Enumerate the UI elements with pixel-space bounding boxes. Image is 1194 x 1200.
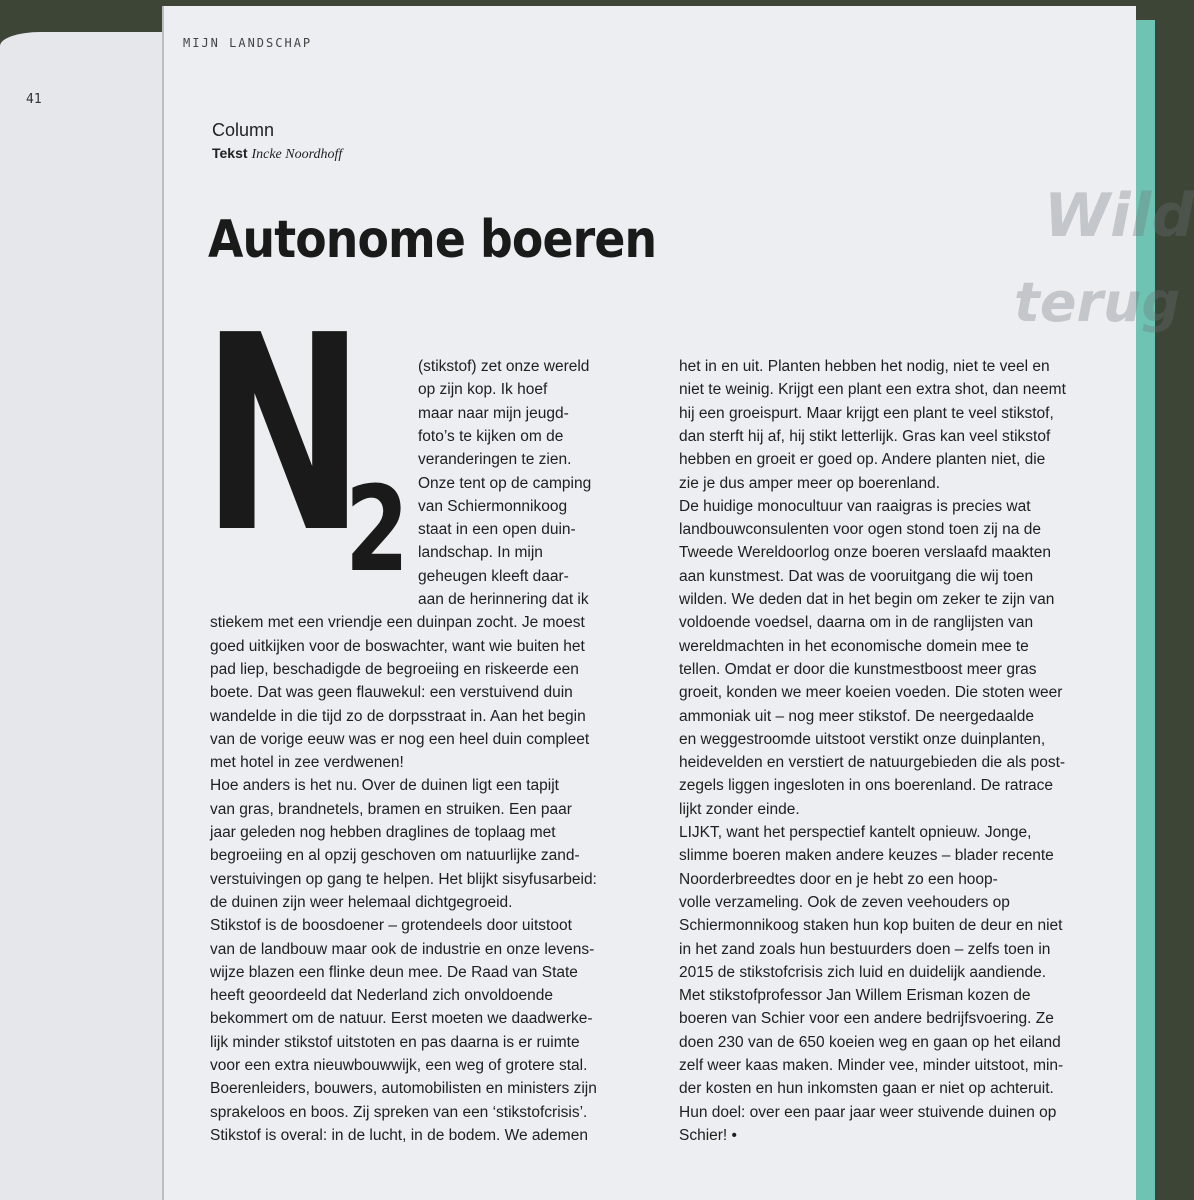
article-line: De huidige monocultuur van raaigras is precies wat bbox=[679, 497, 1031, 515]
article-line: zegels liggen ingesloten in ons boerenland. De ratrace bbox=[679, 777, 1053, 795]
article-line: staat in een open duin- bbox=[418, 521, 576, 539]
article-line: dan sterft hij af, hij stikt letterlijk. Gras kan veel stikstof bbox=[679, 427, 1051, 445]
article-line: voldoende voedsel, daarna om in de ranglijsten van bbox=[679, 614, 1034, 632]
show-through-text-2: terug bbox=[1014, 271, 1181, 334]
article-line: boeren van Schier voor een andere bedrijfsvoering. Ze bbox=[679, 1010, 1054, 1028]
article-line: aan de herinnering dat ik bbox=[418, 591, 589, 608]
article-line: wandelde in die tijd zo de dorpsstraat in. Aan het begin bbox=[210, 707, 586, 725]
article-line: in het zand zoals hun bestuurders doen – zelfs toen in bbox=[679, 940, 1051, 958]
byline-author: Incke Noordhoff bbox=[251, 147, 343, 162]
article-line: LIJKT, want het perspectief kantelt opnieuw. Jonge, bbox=[679, 824, 1032, 841]
article-line: voor een extra nieuwbouwwijk, een weg of grotere stal. bbox=[210, 1057, 588, 1074]
article-line: Onze tent op de camping bbox=[418, 474, 592, 492]
article-line: bekommert om de natuur. Eerst moeten we daadwerke- bbox=[210, 1010, 593, 1028]
article-line: ammoniak uit – nog meer stikstof. De neergedaalde bbox=[679, 707, 1034, 725]
article-line: en weggestroomde uitstoot verstikt onze duinplanten, bbox=[679, 730, 1046, 748]
drop-cap-subscript: 2 bbox=[345, 460, 410, 598]
article-line: geheugen kleeft daar- bbox=[418, 567, 569, 585]
article-line: maar naar mijn jeugd- bbox=[418, 404, 569, 422]
article-line: niet te weinig. Krijgt een plant een extra shot, dan neemt bbox=[679, 381, 1066, 399]
section-label: Column bbox=[212, 120, 275, 140]
article-line: met hotel in zee verdwenen! bbox=[210, 754, 404, 772]
article-line: zelf weer kaas maken. Minder vee, minder uitstoot, min- bbox=[679, 1057, 1064, 1074]
byline bbox=[212, 145, 342, 163]
article-line: wilden. We deden dat in het begin om zeker te zijn van bbox=[679, 591, 1055, 608]
article-line: Schier! • bbox=[679, 1126, 737, 1144]
article-line: Noorderbreedtes door en je hebt zo een hoop- bbox=[679, 870, 998, 888]
article-line: wijze blazen een flinke deun mee. De Raad van State bbox=[210, 963, 578, 981]
article-line: veranderingen te zien. bbox=[418, 451, 572, 469]
article-line: sprakeloos en boos. Zij spreken van een ‘stikstofcrisis’. bbox=[210, 1103, 588, 1121]
article-line: foto’s te kijken om de bbox=[418, 427, 564, 445]
article-line: zie je dus amper meer op boerenland. bbox=[679, 474, 941, 492]
article-line: boete. Dat was geen flauwekul: een verstuivend duin bbox=[210, 684, 573, 702]
article-line: het in en uit. Planten hebben het nodig, niet te veel en bbox=[679, 358, 1050, 375]
article-line: verstuivingen op gang te helpen. Het blijkt sisyfusarbeid: bbox=[210, 870, 597, 888]
article-line: de duinen zijn weer helemaal dichtgegroeid. bbox=[210, 893, 513, 911]
show-through-text-1: Wild bbox=[1044, 181, 1194, 251]
page-number: 41 bbox=[26, 92, 42, 107]
article-line: stiekem met een vriendje een duinpan zocht. Je moest bbox=[210, 614, 585, 632]
running-head: MIJN LANDSCHAP bbox=[183, 36, 313, 50]
article-line: op zijn kop. Ik hoef bbox=[418, 381, 548, 399]
article-line: Hun doel: over een paar jaar weer stuivende duinen op bbox=[679, 1103, 1057, 1121]
article-line: hebben en groeit er goed op. Andere planten niet, die bbox=[679, 451, 1046, 469]
article-line: der kosten en hun inkomsten gaan er niet op achteruit. bbox=[679, 1080, 1054, 1098]
article-line: heeft geoordeeld dat Nederland zich onvoldoende bbox=[210, 987, 553, 1005]
article-line: van de landbouw maar ook de industrie en onze levens- bbox=[210, 940, 595, 958]
article-line: Schiermonnikoog staken hun kop buiten de deur en niet bbox=[679, 917, 1063, 935]
article-line: doen 230 van de 650 koeien weg en gaan op het eiland bbox=[679, 1033, 1061, 1051]
article-line: Boerenleiders, bouwers, automobilisten en ministers zijn bbox=[210, 1080, 597, 1098]
article-line: hij een groeispurt. Maar krijgt een plant te veel stikstof, bbox=[679, 404, 1054, 422]
article-line: Met stikstofprofessor Jan Willem Erisman kozen de bbox=[679, 987, 1031, 1005]
article-line: Hoe anders is het nu. Over de duinen ligt een tapijt bbox=[210, 777, 559, 795]
headline: Autonome boeren bbox=[208, 210, 657, 270]
article-line: wereldmachten in het economische domein mee te bbox=[679, 637, 1029, 655]
article-line: lijkt zonder einde. bbox=[679, 800, 800, 818]
article-line: landschap. In mijn bbox=[418, 544, 543, 562]
article-line: begroeiing en al opzij geschoven om natuurlijke zand- bbox=[210, 847, 580, 865]
article-line: landbouwconsulenten voor ogen stond toen zij na de bbox=[679, 521, 1041, 539]
article-line: (stikstof) zet onze wereld bbox=[418, 358, 590, 375]
drop-cap: N bbox=[202, 277, 365, 592]
article-line: 2015 de stikstofcrisis zich luid en duidelijk aandiende. bbox=[679, 963, 1047, 981]
article-line: Stikstof is overal: in de lucht, in de bodem. We ademen bbox=[210, 1126, 588, 1144]
article-line: volle verzameling. Ook de zeven veehouders op bbox=[679, 893, 1010, 911]
left-page bbox=[0, 32, 162, 1200]
article-line: heidevelden en verstiert de natuurgebieden die als post- bbox=[679, 754, 1066, 772]
byline-label: Tekst bbox=[212, 145, 248, 161]
article-line: tellen. Omdat er door die kunstmestboost meer gras bbox=[679, 660, 1037, 678]
article-line: Tweede Wereldoorlog onze boeren verslaafd maakten bbox=[679, 544, 1051, 562]
article-line: lijk minder stikstof uitstoten en pas daarna is er ruimte bbox=[210, 1033, 580, 1051]
article-line: jaar geleden nog hebben draglines de toplaag met bbox=[210, 824, 556, 841]
article-line: pad liep, beschadigde de begroeiing en riskeerde een bbox=[210, 660, 579, 678]
article-line: aan kunstmest. Dat was de vooruitgang die wij toen bbox=[679, 567, 1034, 585]
article-line: van gras, brandnetels, bramen en struiken. Een paar bbox=[210, 800, 572, 818]
article-line: goed uitkijken voor de boswachter, want wie buiten het bbox=[210, 637, 585, 655]
article-line: slimme boeren maken andere keuzes – blader recente bbox=[679, 847, 1054, 865]
article-line: van Schiermonnikoog bbox=[418, 497, 568, 515]
article-line: Stikstof is de boosdoener – grotendeels door uitstoot bbox=[210, 917, 572, 935]
article-line: van de vorige eeuw was er nog een heel duin compleet bbox=[210, 730, 590, 748]
article-line: groeit, konden we meer koeien voeden. Die stoten weer bbox=[679, 684, 1063, 702]
